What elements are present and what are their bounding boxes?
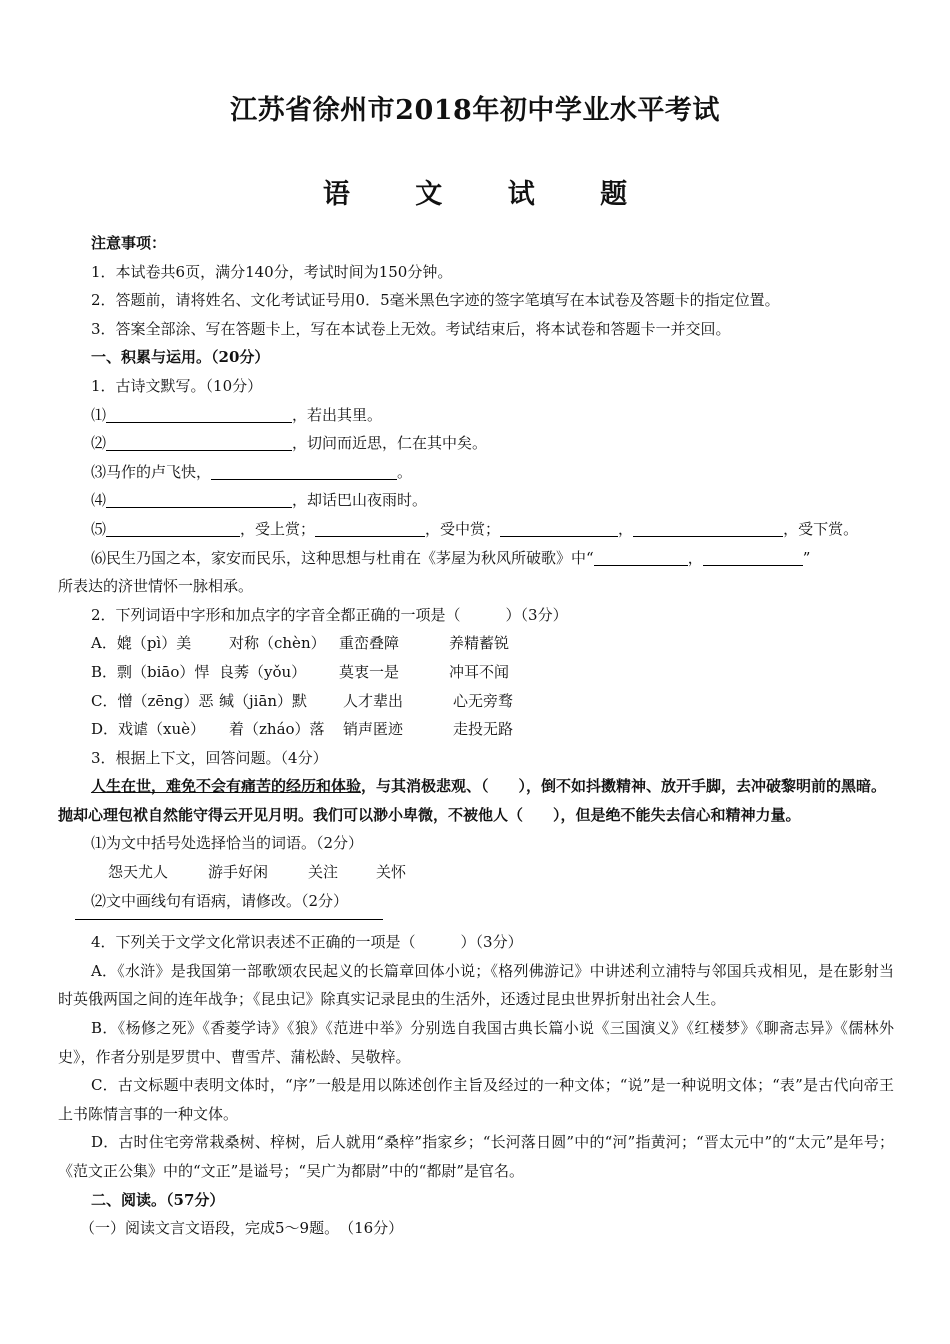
answer-blank[interactable] bbox=[500, 519, 618, 537]
notice-item-2: 2．答题前，请将姓名、文化考试证号用0．5毫米黑色字迹的签字笔填写在本试卷及答题卡的指定位置。 bbox=[91, 291, 780, 310]
q3-passage bbox=[58, 772, 894, 829]
q1-line-2-text: ，切问而近思，仁在其中矣。 bbox=[292, 434, 488, 453]
q1-line-2 bbox=[58, 429, 894, 458]
section1-heading: 一、积累与运用。（20分） bbox=[91, 348, 270, 367]
choice-word: 怨天尤人 bbox=[108, 863, 169, 882]
q1-line-6-text-a: ⑹民生乃国之本，家安而民乐，这种思想与杜甫在《茅屋为秋风所破歌》中“ bbox=[91, 548, 594, 567]
answer-blank[interactable] bbox=[106, 405, 292, 423]
q1-line-2-prefix: ⑵ bbox=[91, 434, 107, 453]
section2-heading: 二、阅读。（57分） bbox=[91, 1190, 225, 1209]
option-word: A．媲（pì）美 bbox=[91, 634, 192, 653]
choice-word: 游手好闲 bbox=[208, 863, 269, 882]
notice-heading: 注意事项： bbox=[91, 234, 167, 252]
q1-line-1-prefix: ⑴ bbox=[91, 405, 107, 424]
option-word: 人才辈出 bbox=[343, 691, 404, 710]
option-word: D．戏谑（xuè） bbox=[91, 720, 206, 739]
q1-line-6-cont: 所表达的济世情怀一脉相承。 bbox=[58, 577, 254, 596]
option-word: B．剽（biāo）悍 bbox=[91, 662, 210, 681]
answer-blank[interactable] bbox=[106, 519, 240, 537]
q1-line-3-prefix: ⑶马作的卢飞快， bbox=[91, 462, 212, 481]
choice-word: 关怀 bbox=[376, 863, 407, 882]
option-word: C．憎（zēng）恶 bbox=[91, 691, 214, 710]
q3-stem: 3．根据上下文，回答问题。（4分） bbox=[91, 748, 328, 767]
section2-part1: （一）阅读文言文语段，完成5～9题。 （16分） bbox=[80, 1219, 404, 1238]
option-word: 良莠（yǒu） bbox=[219, 662, 307, 681]
q3-sub2: ⑵文中画线句有语病，请修改。（2分） bbox=[91, 891, 349, 910]
q1-line-5-text-e: ，受下赏。 bbox=[783, 519, 859, 538]
option-word: 重峦叠障 bbox=[339, 634, 400, 653]
answer-blank[interactable] bbox=[106, 490, 292, 508]
q1-line-5-text-c: ，受中赏； bbox=[425, 519, 501, 538]
answer-blank[interactable] bbox=[315, 519, 425, 537]
exam-title: 江苏省徐州市2018年初中学业水平考试 bbox=[230, 95, 720, 126]
q2-option-c bbox=[58, 687, 894, 716]
q3-choices bbox=[58, 858, 894, 887]
answer-blank[interactable] bbox=[211, 462, 397, 480]
notice-item-1: 1．本试卷共6页，满分140分，考试时间为150分钟。 bbox=[91, 262, 453, 281]
option-word: 销声匿迹 bbox=[343, 720, 404, 739]
exam-subtitle: 语 文 试 题 bbox=[322, 179, 656, 210]
option-word: 莫衷一是 bbox=[339, 662, 400, 681]
q1-line-5-text-d: ， bbox=[618, 519, 634, 538]
choice-word: 关注 bbox=[308, 863, 339, 882]
passage-text: ，与其消极悲观、（ ），倒不如抖擞精神、放开手脚，去冲破黎明前的黑暗。抛却心理包袱自然能守得云开见月明。我们可以渺小卑微，不被他人（ ），但是绝不能失去信心和精神力量。 bbox=[58, 777, 887, 824]
option-word: 走投无路 bbox=[453, 720, 514, 739]
option-word: 冲耳不闻 bbox=[449, 662, 510, 681]
answer-blank[interactable] bbox=[703, 548, 803, 566]
q1-line-4-prefix: ⑷ bbox=[91, 491, 107, 510]
option-word: 对称（chèn） bbox=[229, 634, 326, 653]
q1-stem: 1．古诗文默写。（10分） bbox=[91, 376, 263, 395]
q1-line-3 bbox=[58, 458, 894, 487]
option-word: 养精蓄锐 bbox=[449, 634, 510, 653]
answer-line[interactable] bbox=[75, 919, 383, 920]
answer-blank[interactable] bbox=[633, 519, 783, 537]
q1-line-6-text-b: ， bbox=[687, 548, 703, 567]
q2-stem: 2．下列词语中字形和加点字的字音全都正确的一项是（ ）（3分） bbox=[91, 605, 568, 624]
q1-line-5-text-b: ，受上赏； bbox=[240, 519, 316, 538]
q1-line-1 bbox=[58, 401, 894, 430]
answer-blank[interactable] bbox=[106, 433, 292, 451]
option-word: 心无旁骛 bbox=[453, 691, 514, 710]
q1-line-4 bbox=[58, 486, 894, 515]
option-word: 着（zháo）落 bbox=[229, 720, 325, 739]
q3-sub1: ⑴为文中括号处选择恰当的词语。（2分） bbox=[91, 834, 364, 853]
q1-line-3-text: 。 bbox=[397, 462, 413, 481]
answer-blank[interactable] bbox=[594, 548, 688, 566]
notice-item-3: 3．答案全部涂、写在答题卡上，写在本试卷上无效。考试结束后，将本试卷和答题卡一并交回。 bbox=[91, 319, 731, 338]
q4-option-b: B．《杨修之死》《香菱学诗》《狼》《范进中举》分别选自我国古典长篇小说《三国演义》《红楼梦》《聊斋志异》《儒林外史》，作者分别是罗贯中、曹雪芹、蒲松龄、吴敬梓。 bbox=[58, 1019, 894, 1066]
q2-option-b bbox=[58, 658, 894, 687]
q2-option-d bbox=[58, 715, 894, 744]
option-word: 缄（jiān）默 bbox=[219, 691, 308, 710]
q4-option-c: C．古文标题中表明文体时，“序”一般是用以陈述创作主旨及经过的一种文体；“说”是一种说明文体；“表”是古代向帝王上书陈情言事的一种文体。 bbox=[58, 1076, 894, 1123]
q4-option-d: D．古时住宅旁常栽桑树、梓树，后人就用“桑梓”指家乡；“长河落日圆”中的“河”指黄河；“晋太元中”的“太元”是年号；《范文正公集》中的“文正”是谥号；“吴广为都尉”中的“都尉”是官名。 bbox=[58, 1133, 894, 1180]
exam-content bbox=[58, 229, 894, 1243]
q2-option-a bbox=[58, 629, 894, 658]
underlined-sentence: 人生在世，难免不会有痛苦的经历和体验 bbox=[91, 777, 362, 796]
q4-stem: 4．下列关于文学文化常识表述不正确的一项是（ ）（3分） bbox=[91, 933, 523, 952]
q1-line-1-text: ，若出其里。 bbox=[292, 405, 383, 424]
q1-line-5 bbox=[58, 515, 894, 544]
q1-line-4-text: ，却话巴山夜雨时。 bbox=[292, 491, 428, 510]
q1-line-6 bbox=[58, 544, 894, 573]
q1-line-5-prefix: ⑸ bbox=[91, 519, 107, 538]
q4-option-a: A．《水浒》是我国第一部歌颂农民起义的长篇章回体小说；《格列佛游记》中讲述利立浦特与邻国兵戎相见，是在影射当时英俄两国之间的连年战争；《昆虫记》除真实记录昆虫的生活外，还透过昆虫世界折射出社会人生。 bbox=[58, 961, 894, 1009]
q1-line-6-text-c: ” bbox=[802, 548, 811, 567]
